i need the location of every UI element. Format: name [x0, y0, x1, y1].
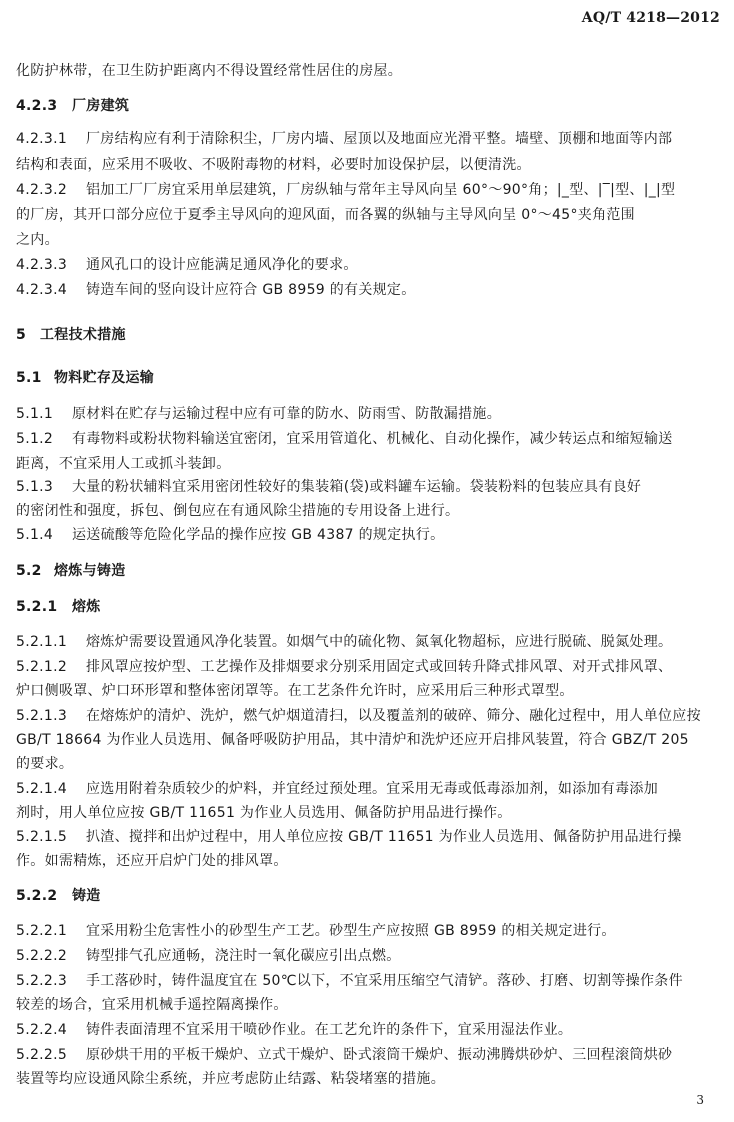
clause-5-2-1-3: 5.2.1.3 在熔炼炉的清炉、洗炉，燃气炉烟道清扫，以及覆盖剂的破碎、筛分、融化过程中，用人单位应按	[16, 708, 701, 724]
clause-5-1-1: 5.1.1 原材料在贮存与运输过程中应有可靠的防水、防雨雪、防散漏措施。	[16, 406, 501, 422]
text-line: 距离，不宜采用人工或抓斗装卸。	[16, 456, 231, 472]
clause-5-2-2-4: 5.2.2.4 铸件表面清理不宜采用干喷砂作业。在工艺允许的条件下，宜采用湿法作业。	[16, 1022, 573, 1038]
standard-code: AQ/T 4218—2012	[581, 10, 720, 26]
text-line: 剂时，用人单位应按 GB/T 11651 为作业人员选用、佩备防护用品进行操作。	[16, 805, 512, 821]
clause-5-1-4: 5.1.4 运送硫酸等危险化学品的操作应按 GB 4387 的规定执行。	[16, 527, 445, 543]
text-line: GB/T 18664 为作业人员选用、佩备呼吸防护用品，其中清炉和洗炉还应开启排风装置，符合 GBZ/T 205	[16, 732, 689, 748]
text-line: 结构和表面，应采用不吸收、不吸附毒物的材料，必要时加设保护层，以便清洗。	[16, 157, 531, 173]
clause-5-2-2-5: 5.2.2.5 原砂烘干用的平板干燥炉、立式干燥炉、卧式滚筒干燥炉、振动沸腾烘砂炉、三回程滚筒烘砂	[16, 1047, 673, 1063]
section-heading-5-2: 5.2 熔炼与铸造	[16, 563, 126, 579]
text-line: 之内。	[16, 232, 59, 248]
text-line: 的要求。	[16, 756, 74, 772]
clause-5-2-1-1: 5.2.1.1 熔炼炉需要设置通风净化装置。如烟气中的硫化物、氮氧化物超标，应进行脱硫、脱氮处理。	[16, 634, 673, 650]
text-line: 装置等均应设通风除尘系统，并应考虑防止结露、粘袋堵塞的措施。	[16, 1071, 445, 1087]
text-line: 化防护林带，在卫生防护距离内不得设置经常性居住的房屋。	[16, 63, 403, 79]
clause-4-2-3-2: 4.2.3.2 铝加工厂厂房宜采用单层建筑，厂房纵轴与常年主导风向呈 60°～90°角；|_型、|‾|型、|_|型	[16, 182, 676, 198]
text-line: 较差的场合，宜采用机械手遥控隔离操作。	[16, 997, 288, 1013]
section-heading-5-2-1: 5.2.1 熔炼	[16, 599, 101, 615]
clause-4-2-3-1: 4.2.3.1 厂房结构应有利于清除积尘，厂房内墙、屋顶以及地面应光滑平整。墙壁、顶棚和地面等内部	[16, 131, 673, 147]
section-heading-5: 5 工程技术措施	[16, 327, 126, 343]
text-line: 的厂房，其开口部分应位于夏季主导风向的迎风面，而各翼的纵轴与主导风向呈 0°～45°夹角范围	[16, 207, 635, 223]
clause-5-1-3: 5.1.3 大量的粉状辅料宜采用密闭性较好的集装箱(袋)或料罐车运输。袋装粉料的包装应具有良好	[16, 479, 642, 495]
clause-5-2-2-2: 5.2.2.2 铸型排气孔应通畅，浇注时一氧化碳应引出点燃。	[16, 948, 401, 964]
text-line: 炉口侧吸罩、炉口环形罩和整体密闭罩等。在工艺条件允许时，应采用后三种形式罩型。	[16, 683, 574, 699]
clause-5-2-2-3: 5.2.2.3 手工落砂时，铸件温度宜在 50℃以下，不宜采用压缩空气清铲。落砂、打磨、切割等操作条件	[16, 973, 683, 989]
section-heading-5-1: 5.1 物料贮存及运输	[16, 370, 155, 386]
page-number: 3	[696, 1093, 704, 1107]
clause-4-2-3-3: 4.2.3.3 通风孔口的设计应能满足通风净化的要求。	[16, 257, 358, 273]
text-line: 作。如需精炼，还应开启炉门处的排风罩。	[16, 853, 288, 869]
section-heading-4-2-3: 4.2.3 厂房建筑	[16, 98, 130, 114]
clause-5-2-1-4: 5.2.1.4 应选用附着杂质较少的炉料，并宜经过预处理。宜采用无毒或低毒添加剂，如添加有毒添加	[16, 781, 658, 797]
clause-4-2-3-4: 4.2.3.4 铸造车间的竖向设计应符合 GB 8959 的有关规定。	[16, 282, 416, 298]
clause-5-2-2-1: 5.2.2.1 宜采用粉尘危害性小的砂型生产工艺。砂型生产应按照 GB 8959 的相关规定进行。	[16, 923, 616, 939]
clause-5-1-2: 5.1.2 有毒物料或粉状物料输送宜密闭，宜采用管道化、机械化、自动化操作，减少转运点和缩短输送	[16, 431, 673, 447]
clause-5-2-1-2: 5.2.1.2 排风罩应按炉型、工艺操作及排烟要求分别采用固定式或回转升降式排风罩、对开式排风罩、	[16, 659, 673, 675]
section-heading-5-2-2: 5.2.2 铸造	[16, 888, 101, 904]
clause-5-2-1-5: 5.2.1.5 扒渣、搅拌和出炉过程中，用人单位应按 GB/T 11651 为作业人员选用、佩备防护用品进行操	[16, 829, 682, 845]
text-line: 的密闭性和强度，拆包、倒包应在有通风除尘措施的专用设备上进行。	[16, 503, 460, 519]
